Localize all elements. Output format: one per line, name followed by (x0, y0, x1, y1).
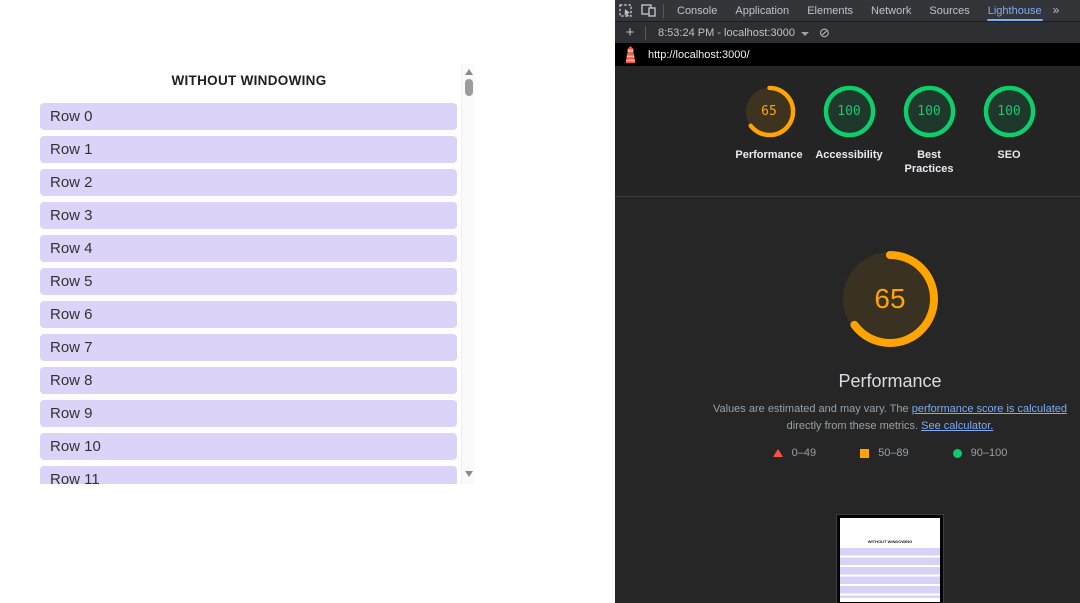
lighthouse-icon (623, 46, 638, 63)
list-item: Row 2 (40, 169, 457, 196)
estimate-note (700, 401, 1080, 434)
list-item: Row 3 (40, 202, 457, 229)
more-tabs-chevron-icon[interactable]: » (1052, 2, 1058, 17)
row-list (40, 103, 457, 484)
scrollbar-thumb[interactable] (465, 79, 473, 96)
list-item: Row 4 (40, 235, 457, 262)
score-gauges (734, 84, 1044, 176)
square-icon (860, 449, 869, 458)
devtools-tabbar (615, 0, 1080, 22)
chevron-down-icon[interactable] (801, 32, 809, 36)
tab-sources[interactable]: Sources (929, 4, 970, 17)
legend-range: 90–100 (970, 447, 1008, 459)
lighthouse-runbar (615, 22, 1080, 43)
toolbar-divider (663, 4, 664, 18)
score-scale-legend (700, 447, 1080, 459)
tab-network[interactable]: Network (871, 4, 912, 17)
tab-elements[interactable]: Elements (807, 4, 854, 17)
legend-average (860, 447, 909, 459)
see-calculator-link[interactable]: See calculator. (921, 419, 994, 432)
scrollbar-up-arrow-icon[interactable] (465, 69, 473, 75)
score-label: Performance (735, 149, 803, 161)
clear-reports-icon[interactable]: ⊘ (818, 24, 830, 40)
devtools-panel (615, 0, 1080, 603)
scrollbar-down-arrow-icon[interactable] (465, 471, 473, 477)
tab-console[interactable]: Console (677, 4, 718, 17)
score-label: Accessibility (815, 149, 883, 161)
tab-application[interactable]: Application (735, 4, 790, 17)
list-item: Row 10 (40, 433, 457, 460)
note-text: directly from these metrics. (786, 419, 922, 432)
score-best-practices[interactable] (894, 84, 964, 176)
score-value: 65 (761, 104, 777, 119)
list-scrollbar[interactable] (461, 64, 474, 484)
report-session-select[interactable]: 8:53:24 PM - localhost:3000 (658, 26, 795, 39)
score-summary (615, 66, 1080, 197)
triangle-icon (773, 449, 783, 457)
page-title: WITHOUT WINDOWING (171, 73, 327, 88)
legend-range: 50–89 (878, 447, 909, 459)
new-report-button[interactable]: + (625, 24, 635, 41)
thumbnail-title: WITHOUT WINDOWING (867, 539, 913, 544)
score-accessibility[interactable] (814, 84, 884, 176)
score-label: SEO (997, 149, 1021, 161)
thumbnail-rows (840, 548, 940, 598)
performance-score-value: 65 (874, 283, 906, 314)
score-seo[interactable] (974, 84, 1044, 176)
score-label: Best Practices (904, 149, 954, 175)
note-text: Values are estimated and may vary. The (712, 403, 912, 415)
section-title: Performance (838, 371, 942, 391)
legend-pass (953, 447, 1008, 459)
device-toolbar-icon[interactable] (637, 1, 659, 21)
page-screenshot-thumbnail[interactable] (837, 515, 943, 603)
tab-lighthouse[interactable]: Lighthouse (979, 0, 1051, 22)
score-value: 100 (917, 104, 941, 119)
performance-section (700, 244, 1080, 603)
list-item: Row 8 (40, 367, 457, 394)
list-item: Row 1 (40, 136, 457, 163)
circle-icon (953, 449, 962, 458)
performance-big-gauge (835, 244, 945, 354)
list-item: Row 0 (40, 103, 457, 130)
list-item: Row 9 (40, 400, 457, 427)
score-value: 100 (837, 104, 861, 119)
report-url: http://localhost:3000/ (648, 48, 750, 61)
list-item: Row 6 (40, 301, 457, 328)
legend-range: 0–49 (791, 447, 817, 459)
toolbar-divider (645, 26, 646, 40)
list-item: Row 7 (40, 334, 457, 361)
report-url-bar (615, 43, 1080, 66)
score-value: 100 (997, 104, 1021, 119)
list-item: Row 5 (40, 268, 457, 295)
legend-fail (773, 447, 816, 459)
list-item: Row 11 (40, 466, 457, 484)
score-calc-link[interactable]: performance score is calculated (911, 403, 1067, 415)
score-performance[interactable] (734, 84, 804, 176)
inspect-element-icon[interactable] (615, 1, 637, 21)
